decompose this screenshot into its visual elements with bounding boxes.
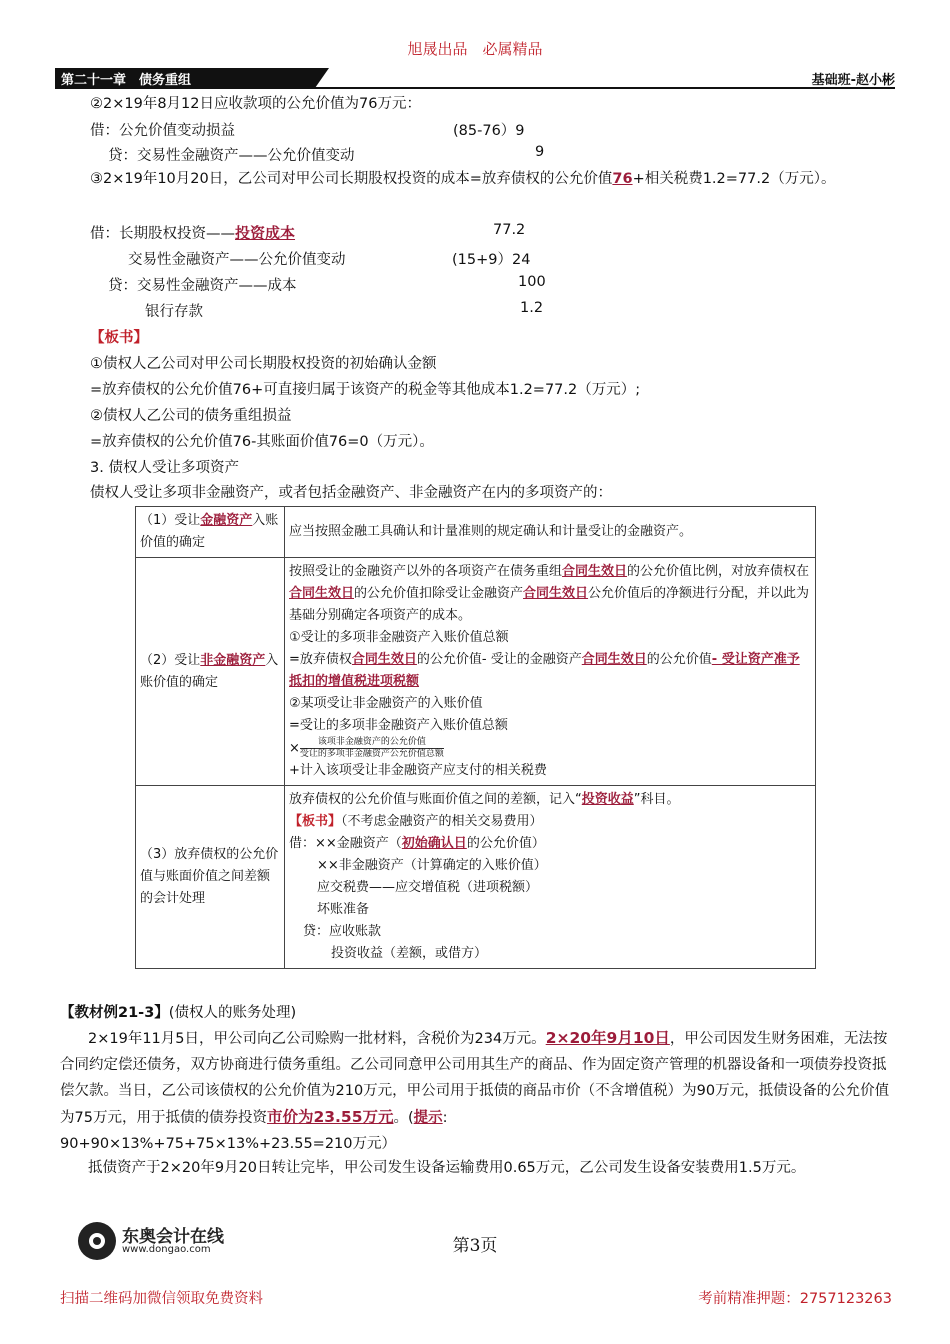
page-number: 第3页 <box>452 1236 498 1256</box>
table-cell: 放弃债权的公允价值与账面价值之间的差额，记入“投资收益”科目。 【板书】（不考虑金融资产的相关交易费用） 借：××金融资产（初始确认日的公允价值） ××非金融资产（计算确定的入账价值） 应交税费——应交增值税（进项税额） 坏账准备 贷：应收账款 投资收益（差额，或借方） <box>285 786 816 969</box>
footer-contact: 考前精准押题：2757123263 <box>698 1291 892 1307</box>
journal-amount: 77.2 <box>493 222 526 238</box>
board-note-label: 【板书】 <box>90 330 148 346</box>
dongao-logo: 东奥会计在线 www.dongao.com <box>78 1220 278 1266</box>
journal-credit: 贷：交易性金融资产——公允价值变动 <box>108 148 355 164</box>
table-cell: （2）受让非金融资产入账价值的确定 <box>136 558 285 786</box>
fraction-formula: × $\frac{\text{该项非金融资产的公允价值}}{\text{受让的多项非金融资产公允价值总额}}$ <box>289 737 444 759</box>
example-title: 【教材例21-3】(债权人的账务处理) <box>60 1005 297 1021</box>
journal-debit: 交易性金融资产——公允价值变动 <box>128 252 346 268</box>
highlight: 金融资产 <box>200 513 253 528</box>
chapter-title: 第二十一章 债务重组 <box>61 73 192 88</box>
text-line: =放弃债权的公允价值76+可直接归属于该资产的税金等其他成本1.2=77.2（万元）; <box>90 382 641 398</box>
highlight: 投资成本 <box>235 224 296 242</box>
table-cell: （1）受让金融资产入账价值的确定 <box>136 507 285 558</box>
header-tab-slant <box>315 68 329 88</box>
table-cell: 应当按照金融工具确认和计量准则的规定确认和计量受让的金融资产。 <box>285 507 816 558</box>
journal-amount: 1.2 <box>520 300 544 316</box>
highlight: 76 <box>612 171 633 187</box>
journal-debit: 借：长期股权投资——投资成本 <box>90 224 296 242</box>
table-cell: （3）放弃债权的公允价值与账面价值之间差额的会计处理 <box>136 786 285 969</box>
text-line: ②债权人乙公司的债务重组损益 <box>90 408 292 424</box>
text-line: ②2×19年8月12日应收款项的公允价值为76万元： <box>90 96 421 112</box>
section-heading: 3. 债权人受让多项资产 <box>90 460 239 476</box>
highlight: 非金融资产 <box>200 652 266 668</box>
journal-credit: 银行存款 <box>145 304 203 320</box>
journal-amount: 9 <box>535 144 545 160</box>
asset-table <box>135 506 816 969</box>
text-line: =放弃债权的公允价值76-其账面价值76=0（万元）。 <box>90 434 434 450</box>
paragraph: ③2×19年10月20日，乙公司对甲公司长期股权投资的成本=放弃债权的公允价值76+相关税费1.2=77.2（万元）。 <box>90 171 836 187</box>
example-paragraph: 2×19年11月5日，甲公司向乙公司赊购一批材料，含税价为234万元。2×20年9月10日，甲公司因发生财务困难，无法按合同约定偿还债务，双方协商进行债务重组。乙公司同意甲公司用其生产的商品、作为固定资产管理的机器设备和一项债券投资抵偿欠款。当日，乙公司该债权的公允价值为210万元，甲公司用于抵债的商品市价（不含增值税）为90万元，抵债设备的公允价值为75万元，用于抵债的债券投资市价为23.55万元。(提示: 90+90×13%+75+75×13%+23.55=210万元） <box>60 1029 890 1152</box>
table-cell: 按照受让的金融资产以外的各项资产在债务重组合同生效日的公允价值比例，对放弃债权在合同生效日的公允价值扣除受让金融资产合同生效日公允价值后的净额进行分配，并以此为基础分别确定各项资产的成本。 ①受让的多项非金融资产入账价值总额 =放弃债权合同生效日的公允价值- 受让的金融资产合同生效日的公允价值- 受让资产准予抵扣的增值税进项税额 ②某项受让非金融资产的入账价值 =受让的多项非金融资产入账价值总额 × $\frac{\text{该项非金融资产的公允价值}}{\text{受让的多项非金融资产公允价值总额}}$ +计入该项受让非金融资产应支付的相关税费 <box>285 558 816 786</box>
journal-amount: (85-76）9 <box>453 123 525 139</box>
journal-amount: 100 <box>518 274 546 290</box>
table-row <box>136 786 816 969</box>
chapter-header <box>55 68 895 88</box>
course-title: 基础班-赵小彬 <box>811 73 895 88</box>
table-row <box>136 507 816 558</box>
text-line: ①债权人乙公司对甲公司长期股权投资的初始确认金额 <box>90 356 437 372</box>
footer-promo: 扫描二维码加微信领取免费资料 <box>60 1291 263 1307</box>
text-line: 债权人受让多项非金融资产，或者包括金融资产、非金融资产在内的多项资产的： <box>90 485 612 501</box>
journal-debit: 借：公允价值变动损益 <box>90 123 235 139</box>
journal-amount: (15+9）24 <box>452 252 531 268</box>
top-slogan: 旭晟出品 必属精品 <box>407 40 543 58</box>
journal-credit: 贷：交易性金融资产——成本 <box>108 278 297 294</box>
example-paragraph: 抵债资产于2×20年9月20日转让完毕，甲公司发生设备运输费用0.65万元，乙公司发生设备安装费用1.5万元。 <box>88 1160 806 1176</box>
table-row <box>136 558 816 786</box>
